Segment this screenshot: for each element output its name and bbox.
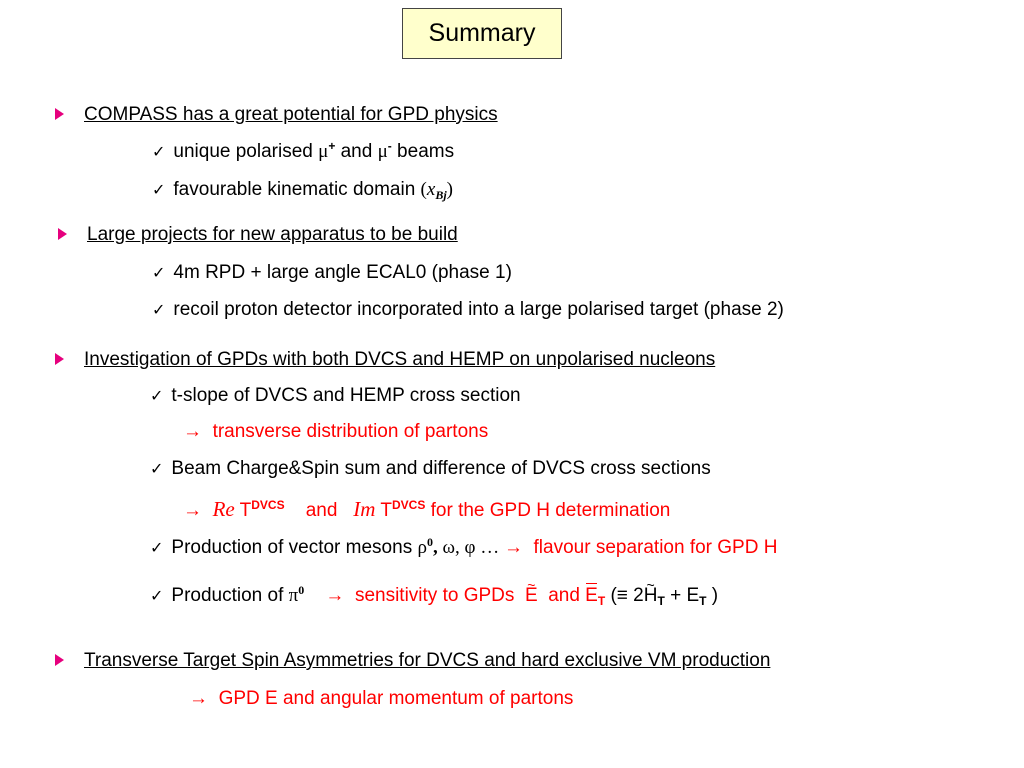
bullet-arrow-icon: [55, 654, 64, 666]
right-arrow-icon: →: [325, 585, 345, 606]
page-title: [402, 8, 562, 59]
check-icon: ✓: [152, 142, 166, 161]
result-line: → GPD E and angular momentum of partons: [189, 688, 574, 709]
right-arrow-icon: →: [503, 537, 523, 558]
bullet-arrow-icon: [58, 228, 67, 240]
list-item: ✓ Production of $\pi^0$ → sensitivity to GPDs ~ E and $E_T$ (≡ 2~ $H_T + E_T$ ): [150, 586, 718, 605]
check-icon: ✓: [150, 538, 164, 557]
check-icon: ✓: [150, 459, 164, 478]
list-item: ✓ Production of vector mesons $\rho^0$, ω, φ … → flavour separation for GPD H: [150, 535, 778, 558]
right-arrow-icon: →: [183, 421, 202, 442]
check-icon: ✓: [152, 180, 166, 199]
right-arrow-icon: →: [183, 500, 202, 521]
result-line: → transverse distribution of partons: [183, 421, 489, 442]
list-item: ✓ recoil proton detector incorporated into a large polarised target (phase 2): [152, 299, 784, 320]
bullet-arrow-icon: [55, 108, 64, 120]
section-heading-1: COMPASS has a great potential for GPD physics: [84, 104, 498, 125]
list-item: ✓ favourable kinematic domain $(x_{Bj})$: [152, 179, 453, 202]
check-icon: ✓: [150, 386, 164, 405]
right-arrow-icon: →: [189, 688, 208, 709]
list-item: ✓ unique polarised μ+ and μ- beams: [152, 139, 455, 162]
list-item: ✓ 4m RPD + large angle ECAL0 (phase 1): [152, 262, 512, 283]
section-heading-2: Large projects for new apparatus to be build: [87, 224, 458, 245]
section-heading-3: Investigation of GPDs with both DVCS and HEMP on unpolarised nucleons: [84, 349, 716, 370]
list-item: ✓ Beam Charge&Spin sum and difference of DVCS cross sections: [150, 458, 711, 479]
section-heading-4: Transverse Target Spin Asymmetries for DVCS and hard exclusive VM production: [84, 650, 771, 671]
check-icon: ✓: [150, 586, 164, 605]
check-icon: ✓: [152, 300, 166, 319]
check-icon: ✓: [152, 263, 166, 282]
bullet-arrow-icon: [55, 353, 64, 365]
list-item: ✓ t-slope of DVCS and HEMP cross section: [150, 385, 521, 406]
page-title-text: Summary: [428, 19, 536, 47]
result-line: → Re $T^{DVCS}$ and Im $T^{DVCS}$ for the GPD H determination: [183, 497, 671, 521]
